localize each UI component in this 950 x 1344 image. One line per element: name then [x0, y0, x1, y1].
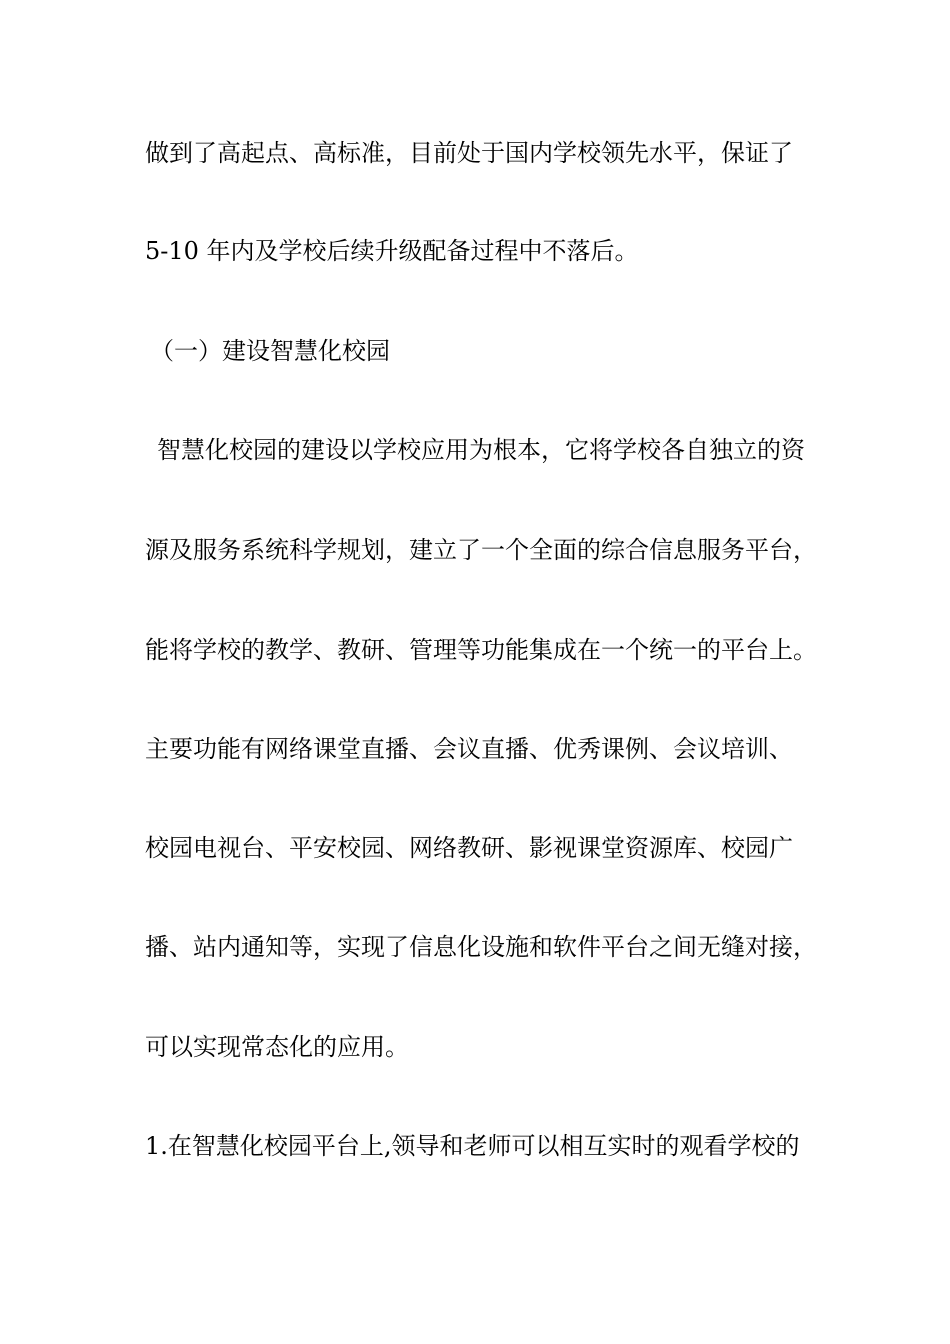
numbered-item-line: 1.在智慧化校园平台上,领导和老师可以相互实时的观看学校的	[145, 1132, 800, 1160]
paragraph-first-line: 智慧化校园的建设以学校应用为根本，它将学校各自独立的资	[157, 436, 805, 464]
body-text-line: 播、站内通知等，实现了信息化设施和软件平台之间无缝对接，	[145, 933, 817, 961]
body-text-line: 校园电视台、平安校园、网络教研、影视课堂资源库、校园广	[145, 834, 793, 862]
section-heading: （一）建设智慧化校园	[150, 337, 390, 365]
body-text-line: 5-10 年内及学校后续升级配备过程中不落后。	[145, 237, 639, 265]
body-text-line: 可以实现常态化的应用。	[145, 1033, 409, 1061]
body-text-line: 主要功能有网络课堂直播、会议直播、优秀课例、会议培训、	[145, 735, 793, 763]
body-text-line: 做到了高起点、高标准，目前处于国内学校领先水平，保证了	[145, 139, 793, 167]
body-text-line: 源及服务系统科学规划，建立了一个全面的综合信息服务平台，	[145, 536, 817, 564]
body-text-line: 能将学校的教学、教研、管理等功能集成在一个统一的平台上。	[145, 636, 817, 664]
